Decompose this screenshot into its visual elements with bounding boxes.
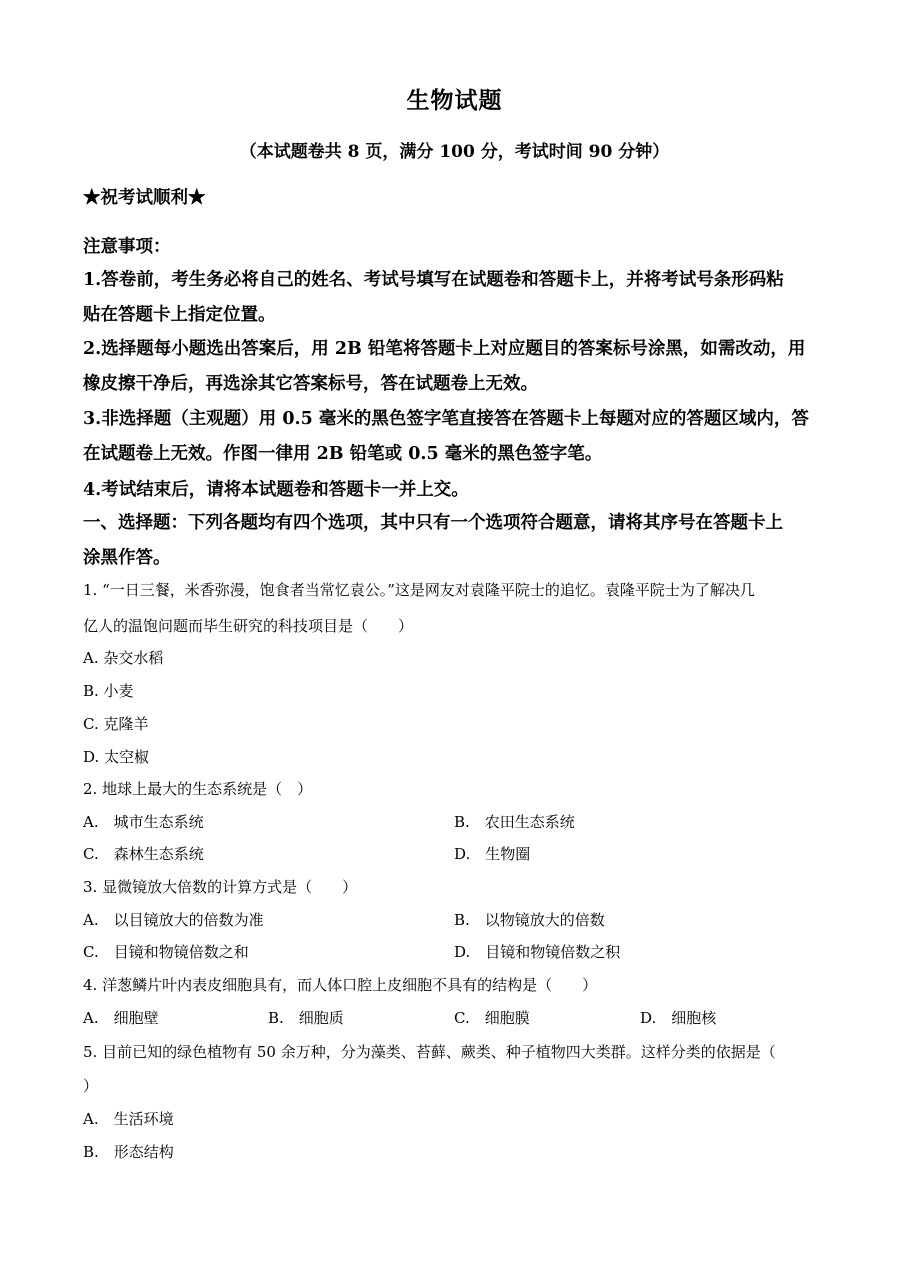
option-c: C. 克隆羊 [83,715,149,733]
section-heading: 一、选择题：下列各题均有四个选项，其中只有一个选项符合题意，请将其序号在答题卡上 [83,513,783,533]
option-d: D. 细胞核 [640,1009,717,1027]
question-stem: ） [83,1077,99,1095]
notice-heading: 注意事项： [83,237,171,257]
question-stem: 亿人的温饱问题而毕生研究的科技项目是（ ） [83,617,414,635]
option-a: A. 城市生态系统 [83,813,204,831]
notice-line: 贴在答题卡上指定位置。 [83,305,276,325]
option-c: C. 目镜和物镜倍数之和 [83,943,249,961]
question-stem: 1. “一日三餐，米香弥漫，饱食者当常忆袁公。”这是网友对袁隆平院士的追忆。袁隆平院士为了解决几 [83,581,755,599]
page-subtitle: （本试题卷共 8 页，满分 100 分，考试时间 90 分钟） [239,142,670,162]
page-title: 生物试题 [406,87,503,114]
question-stem: 2. 地球上最大的生态系统是（ ） [83,780,313,798]
option-b: B. 小麦 [83,682,134,700]
option-a: A. 杂交水稻 [83,649,164,667]
option-d: D. 目镜和物镜倍数之积 [454,943,621,961]
option-d: D. 太空椒 [83,748,150,766]
notice-line: 4.考试结束后，请将本试题卷和答题卡一并上交。 [83,480,469,500]
option-a: A. 生活环境 [83,1110,174,1128]
question-stem: 4. 洋葱鳞片叶内表皮细胞具有，而人体口腔上皮细胞不具有的结构是（ ） [83,976,598,994]
notice-line: 3.非选择题（主观题）用 0.5 毫米的黑色签字笔直接答在答题卡上每题对应的答题区域内，答 [83,409,809,429]
option-b: B. 细胞质 [268,1009,344,1027]
notice-line: 2.选择题每小题选出答案后，用 2B 铅笔将答题卡上对应题目的答案标号涂黑，如需改动，用 [83,339,806,359]
notice-line: 在试题卷上无效。作图一律用 2B 铅笔或 0.5 毫米的黑色签字笔。 [83,444,603,464]
option-b: B. 以物镜放大的倍数 [454,911,605,929]
option-b: B. 形态结构 [83,1143,174,1161]
notice-line: 1.答卷前，考生务必将自己的姓名、考试号填写在试题卷和答题卡上，并将考试号条形码粘 [83,270,784,290]
option-c: C. 森林生态系统 [83,845,204,863]
option-c: C. 细胞膜 [454,1009,530,1027]
option-a: A. 细胞壁 [83,1009,159,1027]
option-a: A. 以目镜放大的倍数为准 [83,911,264,929]
notice-line: 橡皮擦干净后，再选涂其它答案标号，答在试题卷上无效。 [83,374,538,394]
question-stem: 5. 目前已知的绿色植物有 50 余万种，分为藻类、苔藓、蕨类、种子植物四大类群。这样分类的依据是（ [83,1043,776,1061]
question-stem: 3. 显微镜放大倍数的计算方式是（ ） [83,878,358,896]
section-heading: 涂黑作答。 [83,548,171,568]
option-d: D. 生物圈 [454,845,531,863]
exam-wish: ★祝考试顺利★ [83,188,206,208]
option-b: B. 农田生态系统 [454,813,575,831]
